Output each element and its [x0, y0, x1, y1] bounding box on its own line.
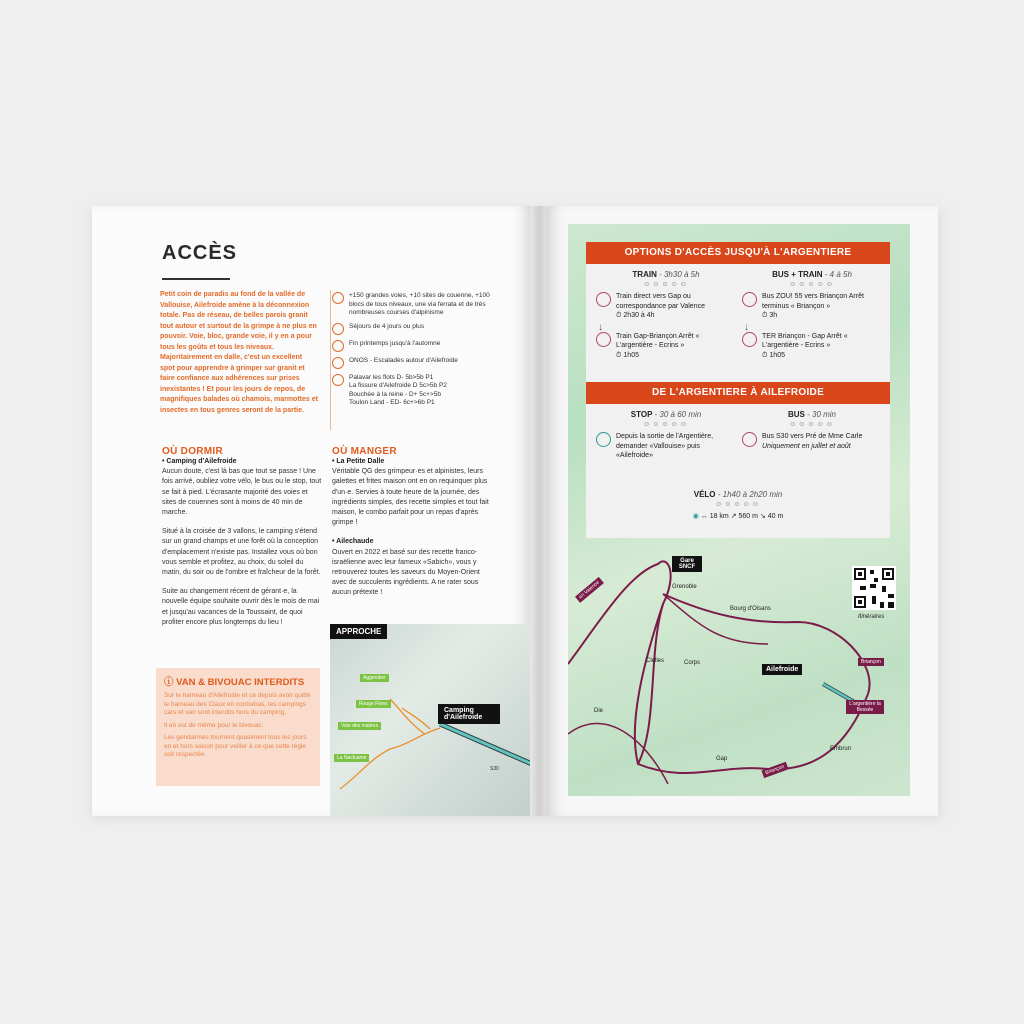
left-page [92, 206, 532, 816]
train-icon [742, 332, 757, 347]
stop-option [596, 410, 736, 464]
city-gap: Gap [716, 756, 728, 762]
access-banner: OPTIONS D'ACCÈS JUSQU'À L'ARGENTIERE [586, 242, 890, 264]
bike-stats: ◉ ↔ 18 km ↗ 560 m ↘ 40 m [692, 513, 784, 520]
sleep-heading: OÙ DORMIR [162, 446, 224, 457]
train-icon [596, 292, 611, 307]
spot-label: Rouge Rives [356, 700, 391, 708]
train-icon [596, 332, 611, 347]
route-icon [332, 374, 344, 386]
features-list [332, 292, 492, 413]
feature-item: Séjours de 4 jours ou plus [332, 323, 492, 335]
eat-section [332, 446, 492, 599]
local-access-banner: DE L'ARGENTIERE À AILEFROIDE [586, 382, 890, 404]
sun-icon [332, 340, 344, 352]
eat-p1: Véritable QG des grimpeur·es et alpinistes, leurs galettes et frites maison ont en on requinquer plus d'un·e. Servies à toute heure de la journée, des ingrédients simples, des recette simples et tout fait maison, le combo parfait pour un repas d'après grimpe ! [332, 468, 489, 527]
climb-icon [332, 292, 344, 304]
book-icon [332, 357, 344, 369]
features-divider [330, 290, 331, 430]
access-options-card [586, 242, 890, 538]
bus-step: Bus ZOU! 55 vers Briançon Arrêt terminus « Briançon » ⏱ 3h [742, 292, 882, 321]
moon-icon [332, 323, 344, 335]
feature-item: Palavar les flots D- 5b>5b P1 La fissure d'Ailefroide D 5c>5b P2 Bouchée à la reine - D+ 5c+>5b Toulon Land - ED- 6c+>6b P1 [332, 374, 492, 408]
train-step: Train Gap-Briançon Arrêt « L'argentière - Ecrins » ⏱ 1h05 [596, 332, 736, 361]
sleep-name: • Camping d'Ailefroide [162, 458, 237, 465]
route-label: en Valence [575, 577, 604, 603]
spot-label: Voie des maitres [338, 722, 381, 730]
eat-heading: OÙ MANGER [332, 446, 397, 457]
bus-train-rating: ☺☺☺☺☺ [789, 281, 835, 288]
page-title: ACCÈS [162, 242, 238, 264]
city-corps: Corps [684, 660, 701, 666]
camp-label: Camping d'Ailefroide [438, 704, 500, 724]
bus-train-option [742, 270, 882, 363]
qr-caption: Itinéraires [858, 614, 885, 620]
warning-box [156, 668, 320, 786]
approach-map-lines [330, 624, 532, 816]
approach-map [330, 624, 532, 816]
warning-p3: Les gendarmes tournent quasiment tous les jours en et hors saison pour veiller à ce que cette règle soit respectée. [164, 734, 307, 758]
train-step: Train direct vers Gap ou correspondance par Valence ⏱ 2h30 à 4h [596, 292, 736, 321]
bus-step: TER Briançon - Gap Arrêt « L'argentière - Ecrins » ⏱ 1h05 [742, 332, 882, 361]
city-embrun: Embrun [830, 746, 852, 752]
bus-option [742, 410, 882, 454]
stop-rating: ☺☺☺☺☺ [643, 421, 689, 428]
stop-step: Depuis la sortie de l'Argentière, demander «Vallouise» puis «Ailefroide» [596, 432, 736, 461]
city-briancon: Briançon [858, 658, 884, 666]
right-page [546, 206, 938, 816]
intro-text: Petit coin de paradis au fond de la vallée de Vallouise, Ailefroide amène à la déconnexion totale. Pas de réseau, de belles parois granit tout autour et surtout de la grimpe à ne plus en pouvoir. Voie, bloc, grande voie, il y en a pour tous les goûts et tous les niveaux. Majoritairement en dalle, c'est un excellent spot pour apprendre à grimper sur granit et faire confiance aux adhérences sur prises inexistantes ! Et pour les jours de repos, de magnifiques balades où chamois, marmottes et insectes en tous genres seront de la partie. [160, 291, 318, 414]
approach-tag: APPROCHE [330, 624, 387, 639]
spot-label: Aggeniber [360, 674, 389, 682]
road-label: S30 [490, 766, 499, 772]
bike-heading: VÉLO - 1h40 à 2h20 min [693, 490, 783, 499]
bike-icon: ◉ [692, 513, 701, 520]
city-grenoble: Grenoble [672, 584, 697, 590]
bus-step: Bus S30 vers Pré de Mme Carle Uniquement en juillet et août [742, 432, 882, 451]
city-die: Die [594, 708, 604, 714]
thumb-icon [596, 432, 611, 447]
eat-p2: Ouvert en 2022 et basé sur des recette franco-israëlienne avec leur fameux «Sabich», vous y retrouverez toutes les saveurs du Moyen-Orient avec de succulents ingrédients. A ne rater sous aucun prétexte ! [332, 548, 480, 597]
bus-train-heading: BUS + TRAIN - 4 à 5h [772, 270, 852, 279]
station-label: Gare SNCF [672, 556, 702, 572]
sleep-p1: Aucun doute, c'est là bas que tout se passe ! Une fois arrivé, oubliez votre vélo, le bus ou le stop, tout se fait à pied. L'écrasante majorité des voies et sites de couennes sont à moins de 40 min de marche. [162, 468, 322, 517]
train-option [596, 270, 736, 363]
bus-rating: ☺☺☺☺☺ [789, 421, 835, 428]
down-arrow-icon: ↓ [598, 321, 603, 333]
warning-p2: Il en est de même pour le bivouac. [164, 721, 264, 729]
train-rating: ☺☺☺☺☺ [643, 281, 689, 288]
feature-item: +150 grandes voies, +10 sites de couenne, +100 blocs de tous niveaux, une via ferrata et de très nombreuses courses d'alpinisme [332, 292, 492, 318]
bike-option [668, 490, 808, 522]
route-label: Briançon [761, 762, 788, 778]
warning-heading: ⓘ VAN & BIVOUAC INTERDITS [164, 677, 305, 688]
down-arrow-icon: ↓ [744, 321, 749, 333]
ailefroide-label: Ailefroide [762, 664, 802, 675]
sleep-p3: Suite au changement récent de gérant·e, la nouvelle équipe souhaite ouvrir dès le mois de mai et jusqu'au vacances de la Toussaint, de quoi profiter encore plus longtemps du lieu ! [162, 588, 320, 626]
title-underline [162, 278, 230, 280]
bus-heading: BUS - 30 min [787, 410, 837, 419]
city-bourg: Bourg d'Oisans [730, 606, 771, 612]
train-heading: TRAIN - 3h30 à 5h [632, 270, 700, 279]
eat-name-1: • La Petite Dalle [332, 458, 385, 465]
sleep-section [162, 446, 322, 628]
feature-item: ONOS - Escalades autour d'Ailefroide [332, 357, 492, 369]
feature-item: Fin printemps jusqu'à l'automne [332, 340, 492, 352]
bus-icon [742, 292, 757, 307]
warning-icon: ⓘ [164, 677, 177, 688]
spot-label: La Nacluame [334, 754, 369, 762]
stop-heading: STOP - 30 à 60 min [630, 410, 702, 419]
bus-icon [742, 432, 757, 447]
sleep-p2: Situé à la croisée de 3 vallons, le camping s'étend sur un grand champs et une forêt où la conception d'emplacement n'existe pas. Installez vous où bon vous semble et profitez, au choix, du soleil du matin, du soir ou de l'ombre et fraîcheur de la forêt. [162, 528, 321, 577]
eat-name-2: • Ailechaude [332, 538, 374, 546]
qr-pattern [852, 566, 896, 610]
city-clelles: Clelles [646, 658, 665, 664]
warning-p1: Sur le hameau d'Ailefroide et ce depuis avoir quitté le hameau des Claux en contrebas, les campings cars et van sont interdits hors du camping. [164, 692, 311, 716]
city-argentiere: L'argentière la Bessée [846, 700, 884, 714]
qr-code[interactable] [852, 566, 896, 610]
bike-rating: ☺☺☺☺☺ [715, 501, 761, 508]
